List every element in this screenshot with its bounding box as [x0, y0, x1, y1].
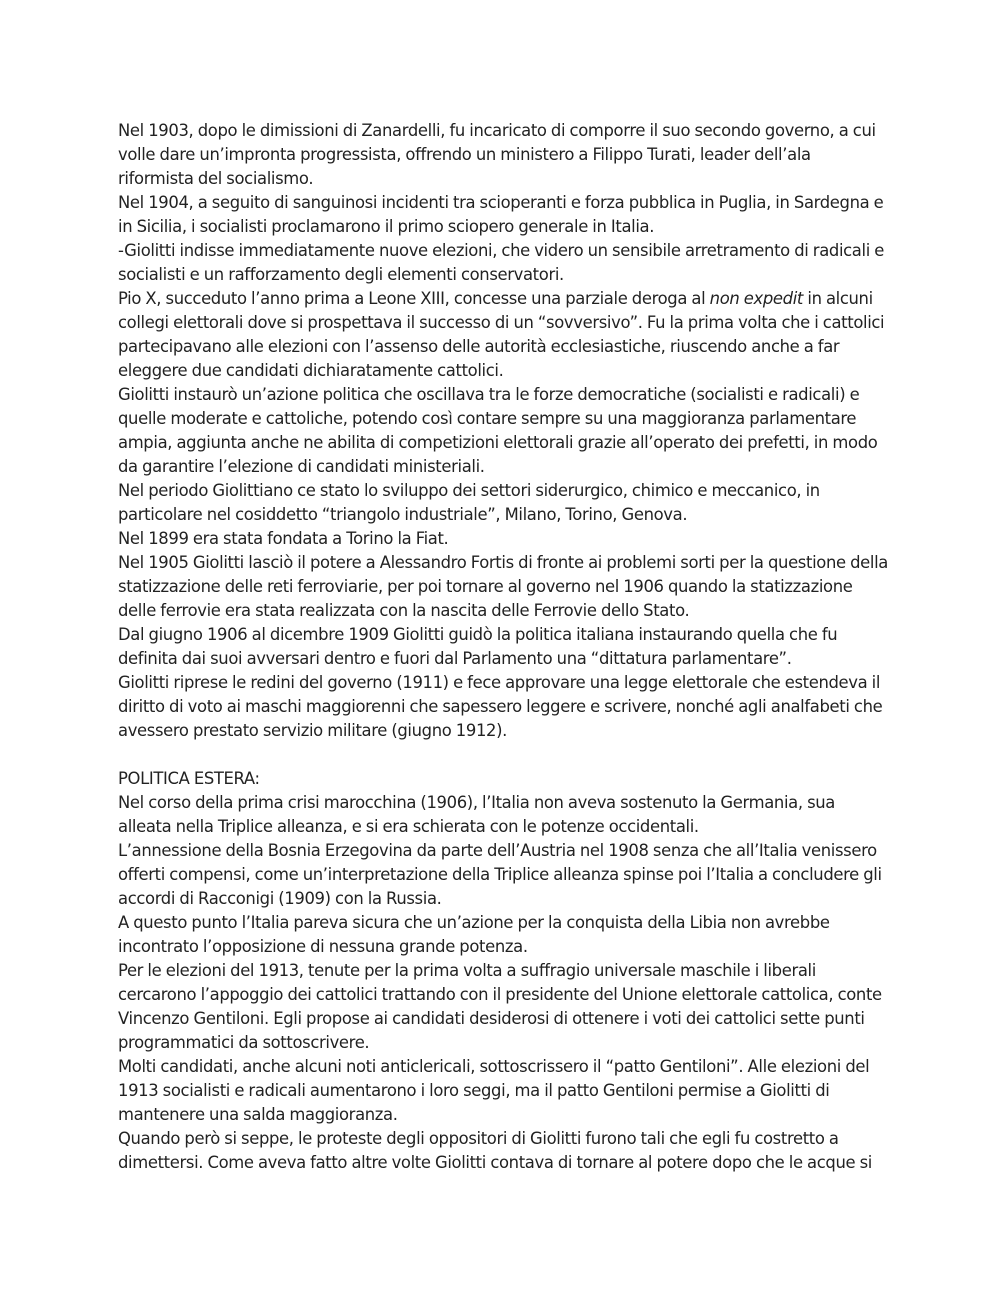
paragraph-fiat: Nel 1899 era stata fondata a Torino la Fiat.: [118, 529, 449, 548]
paragraph-electoral-law: Giolitti riprese le redini del governo (1911) e fece approvare una legge elettorale che estendeva il diritto di voto ai maschi maggiorenni che sapessero leggere e scrivere, nonché agli analfabeti che avessero prestato servizio militare (giugno 1912).: [118, 673, 883, 740]
document-page: [118, 119, 888, 1175]
section-heading: POLITICA ESTERA:: [118, 769, 260, 788]
paragraph-political-action: Giolitti instaurò un’azione politica che oscillava tra le forze democratiche (socialisti e radicali) e quelle moderate e cattoliche, potendo così contare sempre su una maggioranza parlamentare ampia, aggiunta anche ne abilita di competizioni elettorali grazie all’operato dei prefetti, in modo da garantire l’elezione di candidati ministeriali.: [118, 385, 878, 476]
paragraph-pio-x: [118, 287, 888, 383]
paragraph-bosnia-annexation: L’annessione della Bosnia Erzegovina da parte dell’Austria nel 1908 senza che all’Italia venissero offerti compensi, come un’interpretazione della Triplice alleanza spinse poi l’Italia a concludere gli accordi di Racconigi (1909) con la Russia.: [118, 841, 882, 908]
paragraph-gentiloni-pact: Molti candidati, anche alcuni noti anticlericali, sottoscrissero il “patto Gentiloni”. Alle elezioni del 1913 socialisti e radicali aumentarono i loro seggi, ma il patto Gentiloni permise a Giolitti di mantenere una salda maggioranza.: [118, 1057, 870, 1124]
paragraph-1904-strike: Nel 1904, a seguito di sanguinosi incidenti tra scioperanti e forza pubblica in Puglia, in Sardegna e in Sicilia, i socialisti proclamarono il primo sciopero generale in Italia.: [118, 193, 884, 236]
paragraph-1903-government: Nel 1903, dopo le dimissioni di Zanardelli, fu incaricato di comporre il suo secondo governo, a cui volle dare un’impronta progressista, offrendo un ministero a Filippo Turati, leader dell’ala riformista del socialismo.: [118, 121, 876, 188]
paragraph-moroccan-crisis: Nel corso della prima crisi marocchina (1906), l’Italia non aveva sostenuto la Germania, sua alleata nella Triplice alleanza, e si era schierata con le potenze occidentali.: [118, 793, 836, 836]
pio-x-text-after: in alcuni collegi elettorali dove si prospettava il successo di un “sovversivo”. Fu la prima volta che i cattolici partecipavano alle elezioni con l’assenso delle autorità ecclesiastiche, riuscendo anche a far eleggere due candidati dichiaratamente cattolici.: [118, 289, 885, 380]
paragraph-1913-elections: Per le elezioni del 1913, tenute per la prima volta a suffragio universale maschile i liberali cercarono l’appoggio dei cattolici trattando con il presidente del Unione elettorale cattolica, conte Vincenzo Gentiloni. Egli propose ai candidati desiderosi di ottenere i voti dei cattolici sette punti programmatici da sottoscrivere.: [118, 961, 882, 1052]
paragraph-industrial-triangle: Nel periodo Giolittiano ce stato lo sviluppo dei settori siderurgico, chimico e meccanico, in particolare nel cosiddetto “triangolo industriale”, Milano, Torino, Genova.: [118, 481, 820, 524]
paragraph-libya: A questo punto l’Italia pareva sicura che un’azione per la conquista della Libia non avrebbe incontrato l’opposizione di nessuna grande potenza.: [118, 913, 830, 956]
pio-x-text-before: Pio X, succeduto l’anno prima a Leone XIII, concesse una parziale deroga al: [118, 289, 710, 308]
blank-line: [118, 743, 888, 767]
non-expedit-italic: non expedit: [709, 289, 803, 308]
paragraph-1906-1909: Dal giugno 1906 al dicembre 1909 Giolitti guidò la politica italiana instaurando quella che fu definita dai suoi avversari dentro e fuori dal Parlamento una “dittatura parlamentare”.: [118, 625, 838, 668]
paragraph-resignation: Quando però si seppe, le proteste degli oppositori di Giolitti furono tali che egli fu costretto a dimettersi. Come aveva fatto altre volte Giolitti contava di tornare al potere dopo che le acque si: [118, 1129, 872, 1172]
paragraph-1905-fortis: Nel 1905 Giolitti lasciò il potere a Alessandro Fortis di fronte ai problemi sorti per la questione della statizzazione delle reti ferroviarie, per poi tornare al governo nel 1906 quando la statizzazione delle ferrovie era stata realizzata con la nascita delle Ferrovie dello Stato.: [118, 553, 888, 620]
paragraph-new-elections: -Giolitti indisse immediatamente nuove elezioni, che videro un sensibile arretramento di radicali e socialisti e un rafforzamento degli elementi conservatori.: [118, 241, 885, 284]
